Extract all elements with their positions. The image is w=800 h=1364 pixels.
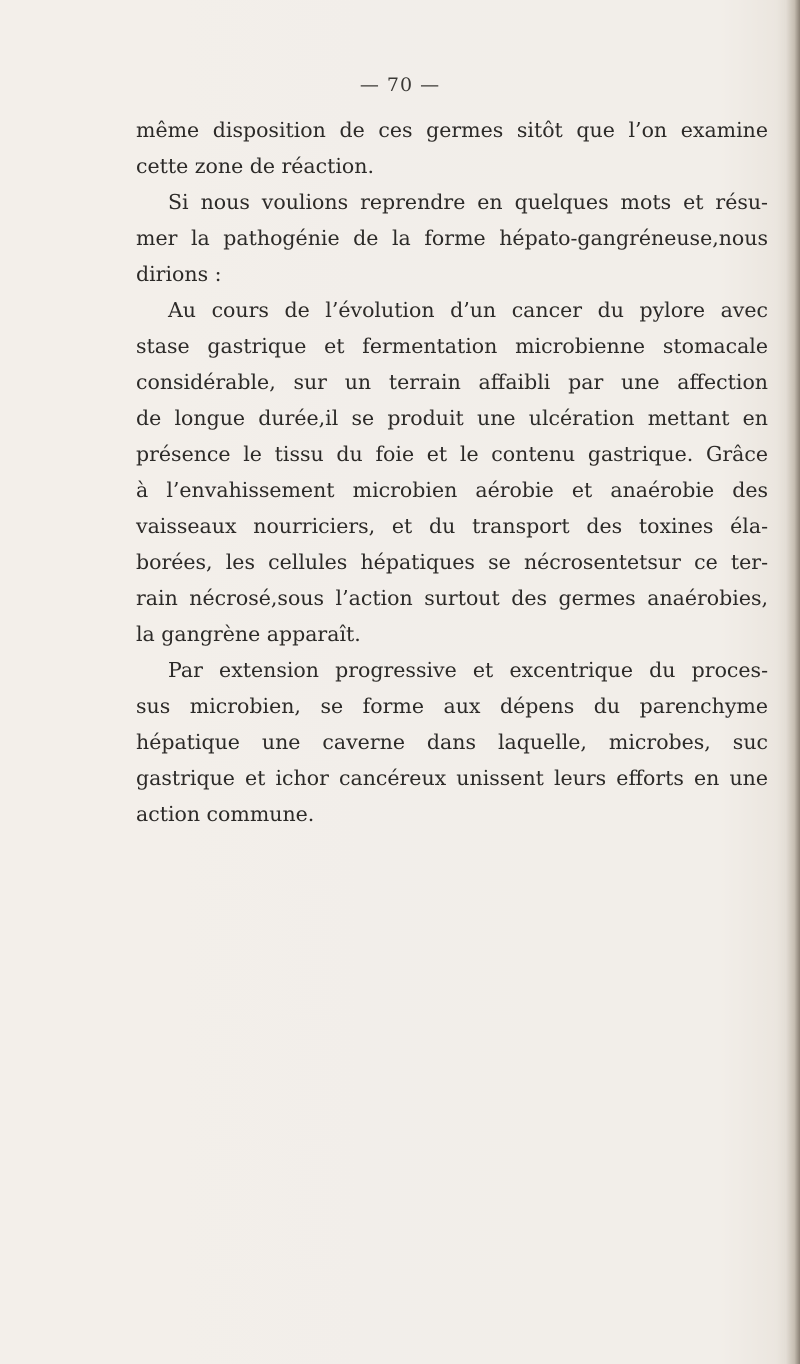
- text-line: considérable, sur un terrain affaibli par une affection: [136, 370, 768, 394]
- text-line: mer la pathogénie de la forme hépato-gangréneuse,nous: [136, 226, 768, 250]
- text-line: cette zone de réaction.: [136, 154, 374, 178]
- text-line: Par extension progressive et excentrique du proces-: [168, 658, 768, 682]
- text-line: sus microbien, se forme aux dépens du parenchyme: [136, 694, 768, 718]
- text-line: gastrique et ichor cancéreux unissent leurs efforts en une: [136, 766, 768, 790]
- text-line: même disposition de ces germes sitôt que l’on examine: [136, 118, 768, 142]
- text-line: à l’envahissement microbien aérobie et anaérobie des: [136, 478, 768, 502]
- text-line: borées, les cellules hépatiques se nécrosentetsur ce ter-: [136, 550, 768, 574]
- page-number: — 70 —: [359, 74, 441, 96]
- text-line: action commune.: [136, 802, 315, 826]
- text-line: présence le tissu du foie et le contenu gastrique. Grâce: [136, 442, 768, 466]
- text-line: hépatique une caverne dans laquelle, microbes, suc: [136, 730, 768, 754]
- text-line: de longue durée,il se produit une ulcération mettant en: [136, 406, 768, 430]
- text-line: rain nécrosé,sous l’action surtout des germes anaérobies,: [136, 586, 768, 610]
- text-line: stase gastrique et fermentation microbienne stomacale: [136, 334, 768, 358]
- page-edge-shadow: [786, 0, 800, 1364]
- text-line: vaisseaux nourriciers, et du transport des toxines éla-: [136, 514, 768, 538]
- text-line: la gangrène apparaît.: [136, 622, 361, 646]
- text-line: Si nous voulions reprendre en quelques mots et résu-: [168, 190, 768, 214]
- body-text: [136, 112, 768, 832]
- text-line: dirions :: [136, 262, 222, 286]
- text-line: Au cours de l’évolution d’un cancer du pylore avec: [168, 298, 768, 322]
